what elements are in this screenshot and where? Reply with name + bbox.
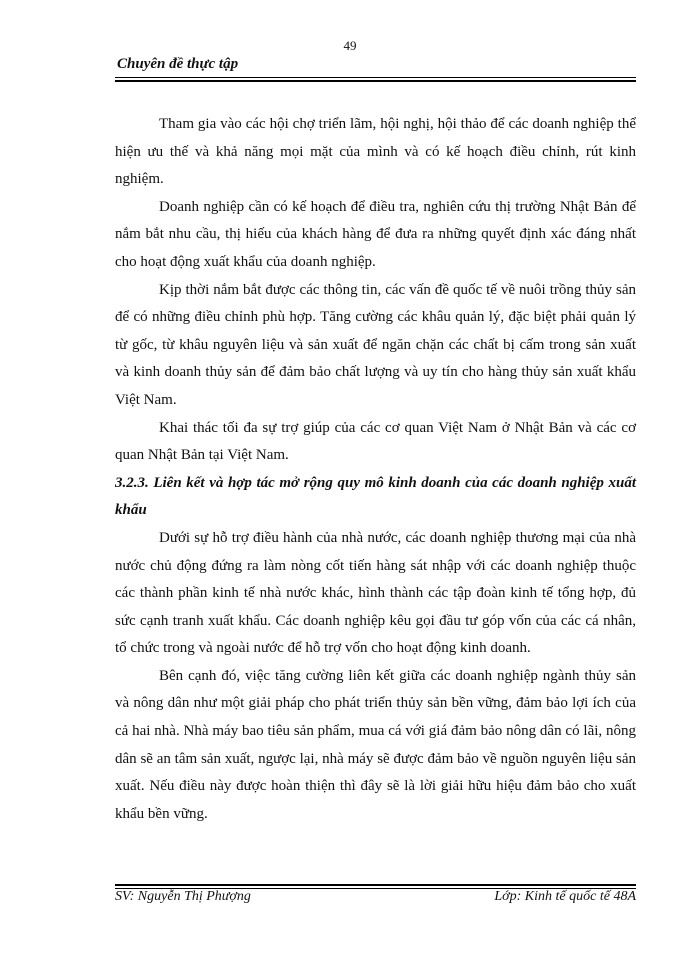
header-title: Chuyên đề thực tập	[117, 56, 239, 72]
paragraph: Doanh nghiệp cần có kế hoạch để điều tra, nghiên cứu thị trường Nhật Bản để nắm bắt nhu cầu, thị hiếu của khách hàng để đưa ra những quyết định xác đáng nhất cho hoạt động xuất khẩu của doanh nghiệp.	[115, 198, 636, 270]
document-body	[115, 111, 636, 828]
footer-class: Lớp: Kinh tế quốc tế 48A	[494, 889, 636, 904]
header-rule-thick	[115, 80, 636, 82]
paragraph: Kịp thời nắm bắt được các thông tin, các vấn đề quốc tế về nuôi trồng thủy sản để có những điều chỉnh phù hợp. Tăng cường các khâu quản lý, đặc biệt phải quản lý từ gốc, từ khâu nguyên liệu và sản xuất để ngăn chặn các chất bị cấm trong sản xuất và kinh doanh thủy sản để đảm bảo chất lượng và uy tín cho hàng thủy sản xuất khẩu Việt Nam.	[115, 281, 636, 408]
paragraph: Bên cạnh đó, việc tăng cường liên kết giữa các doanh nghiệp ngành thủy sản và nông dân như một giải pháp cho phát triển thủy sản bền vững, đảm bảo lợi ích của cả hai nhà. Nhà máy bao tiêu sản phẩm, mua cá với giá đảm bảo nông dân có lãi, nông dân sẽ an tâm sản xuất, ngược lại, nhà máy sẽ được đảm bảo về nguồn nguyên liệu sản xuất. Nếu điều này được hoàn thiện thì đây sẽ là lời giải hữu hiệu đảm bảo cho xuất khẩu bền vững.	[115, 667, 636, 822]
header-rule	[115, 77, 636, 78]
paragraph: Khai thác tối đa sự trợ giúp của các cơ quan Việt Nam ở Nhật Bản và các cơ quan Nhật Bản tại Việt Nam.	[115, 419, 636, 464]
page-number: 49	[343, 38, 357, 53]
paragraph: Tham gia vào các hội chợ triển lãm, hội nghị, hội thảo để các doanh nghiệp thể hiện ưu thế và khả năng mọi mặt của mình và có kế hoạch điều chỉnh, rút kinh nghiệm.	[115, 116, 636, 188]
section-heading: 3.2.3. Liên kết và hợp tác mở rộng quy mô kinh doanh của các doanh nghiệp xuất khẩu	[115, 474, 636, 519]
footer-student: SV: Nguyễn Thị Phượng	[115, 889, 251, 904]
footer-rule-thick	[115, 884, 636, 886]
paragraph: Dưới sự hỗ trợ điều hành của nhà nước, các doanh nghiệp thương mại của nhà nước chủ động đứng ra làm nòng cốt tiến hàng sát nhập với các doanh nghiệp thuộc các thành phần kinh tế nhà nước khác, hình thành các tập đoàn kinh tế tổng hợp, đủ sức cạnh tranh xuất khẩu. Các doanh nghiệp kêu gọi đầu tư góp vốn của các cá nhân, tổ chức trong và ngoài nước để hỗ trợ vốn cho hoạt động kinh doanh.	[115, 529, 636, 657]
